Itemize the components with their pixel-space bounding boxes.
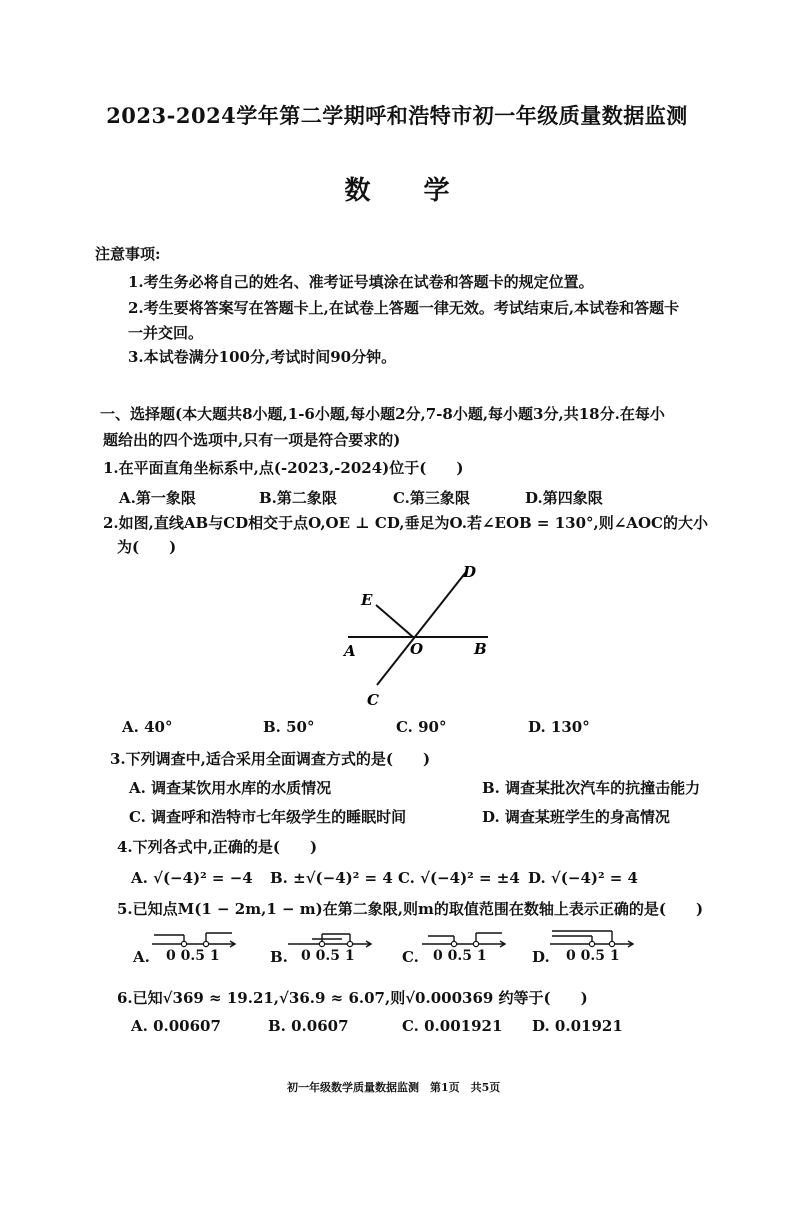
label-d: D bbox=[463, 563, 477, 581]
q5-option-a-letter: A. bbox=[133, 948, 150, 966]
q4-option-c: C. √(−4)² = ±4 bbox=[398, 869, 520, 887]
q1-option-b: B.第二象限 bbox=[259, 489, 337, 507]
q6-option-a: A. 0.00607 bbox=[131, 1017, 221, 1035]
page-footer: 初一年级数学质量数据监测 第1页 共5页 bbox=[287, 1081, 501, 1094]
notes-item-2-cont: 一并交回。 bbox=[128, 324, 204, 342]
ray-oe bbox=[376, 605, 413, 637]
q6-option-c: C. 0.001921 bbox=[402, 1017, 503, 1035]
notes-heading: 注意事项: bbox=[95, 245, 161, 263]
q1-option-c: C.第三象限 bbox=[393, 489, 470, 507]
section-heading-line1: 一、选择题(本大题共8小题,1-6小题,每小题2分,7-8小题,每小题3分,共18分.在每小 bbox=[100, 405, 665, 423]
q5-option-c-numberline bbox=[420, 928, 510, 950]
q5-option-d-axis-label: 0 0.5 1 bbox=[566, 948, 620, 964]
q6-stem: 6.已知√369 ≈ 19.21,√36.9 ≈ 6.07,则√0.000369 约等于( ) bbox=[117, 989, 588, 1007]
q6-option-d: D. 0.01921 bbox=[532, 1017, 623, 1035]
q5-option-d-letter: D. bbox=[532, 948, 550, 966]
q2-option-c: C. 90° bbox=[396, 718, 447, 736]
q2-stem-line1: 2.如图,直线AB与CD相交于点O,OE ⊥ CD,垂足为O.若∠EOB = 130°,则∠AOC的大小 bbox=[103, 514, 708, 532]
q5-option-b-axis-label: 0 0.5 1 bbox=[301, 948, 355, 964]
q4-option-b: B. ±√(−4)² = 4 bbox=[270, 869, 393, 887]
subject-title: 数 学 bbox=[344, 176, 472, 206]
q6-option-b: B. 0.0607 bbox=[268, 1017, 349, 1035]
q3-option-b: B. 调查某批次汽车的抗撞击能力 bbox=[482, 779, 701, 797]
q3-stem: 3.下列调查中,适合采用全面调查方式的是( ) bbox=[110, 750, 431, 768]
notes-item-3: 3.本试卷满分100分,考试时间90分钟。 bbox=[128, 348, 397, 366]
q5-option-a-numberline bbox=[150, 928, 240, 950]
label-a: A bbox=[344, 642, 356, 660]
q5-option-c-letter: C. bbox=[402, 948, 419, 966]
q5-option-b-numberline bbox=[286, 928, 376, 950]
line-cd bbox=[377, 572, 466, 685]
notes-item-1: 1.考生务必将自己的姓名、准考证号填涂在试卷和答题卡的规定位置。 bbox=[128, 273, 594, 291]
q4-option-d: D. √(−4)² = 4 bbox=[528, 869, 638, 887]
label-c: C bbox=[367, 691, 379, 709]
q1-option-a: A.第一象限 bbox=[119, 489, 196, 507]
q5-option-a-axis-label: 0 0.5 1 bbox=[166, 948, 220, 964]
q2-option-a: A. 40° bbox=[122, 718, 173, 736]
q2-figure bbox=[330, 560, 510, 710]
q3-option-d: D. 调查某班学生的身高情况 bbox=[482, 808, 670, 826]
q5-option-d-numberline bbox=[548, 926, 638, 950]
section-heading-line2: 题给出的四个选项中,只有一项是符合要求的) bbox=[103, 431, 401, 449]
q5-option-c-axis-label: 0 0.5 1 bbox=[433, 948, 487, 964]
q5-stem: 5.已知点M(1 − 2m,1 − m)在第二象限,则m的取值范围在数轴上表示正确的是( ) bbox=[117, 900, 704, 918]
q5-option-b-letter: B. bbox=[270, 948, 288, 966]
exam-title: 2023-2024学年第二学期呼和浩特市初一年级质量数据监测 bbox=[106, 103, 688, 128]
label-e: E bbox=[361, 591, 373, 609]
q4-stem: 4.下列各式中,正确的是( ) bbox=[117, 838, 318, 856]
q2-option-d: D. 130° bbox=[528, 718, 590, 736]
q2-stem-line2: 为( ) bbox=[117, 538, 177, 556]
label-o: O bbox=[410, 640, 424, 658]
q1-option-d: D.第四象限 bbox=[525, 489, 603, 507]
q3-option-c: C. 调查呼和浩特市七年级学生的睡眠时间 bbox=[129, 808, 407, 826]
q2-option-b: B. 50° bbox=[263, 718, 315, 736]
q4-option-a: A. √(−4)² = −4 bbox=[131, 869, 253, 887]
q3-option-a: A. 调查某饮用水库的水质情况 bbox=[129, 779, 332, 797]
q1-stem: 1.在平面直角坐标系中,点(-2023,-2024)位于( ) bbox=[103, 459, 464, 477]
notes-item-2: 2.考生要将答案写在答题卡上,在试卷上答题一律无效。考试结束后,本试卷和答题卡 bbox=[128, 299, 680, 317]
label-b: B bbox=[474, 640, 487, 658]
